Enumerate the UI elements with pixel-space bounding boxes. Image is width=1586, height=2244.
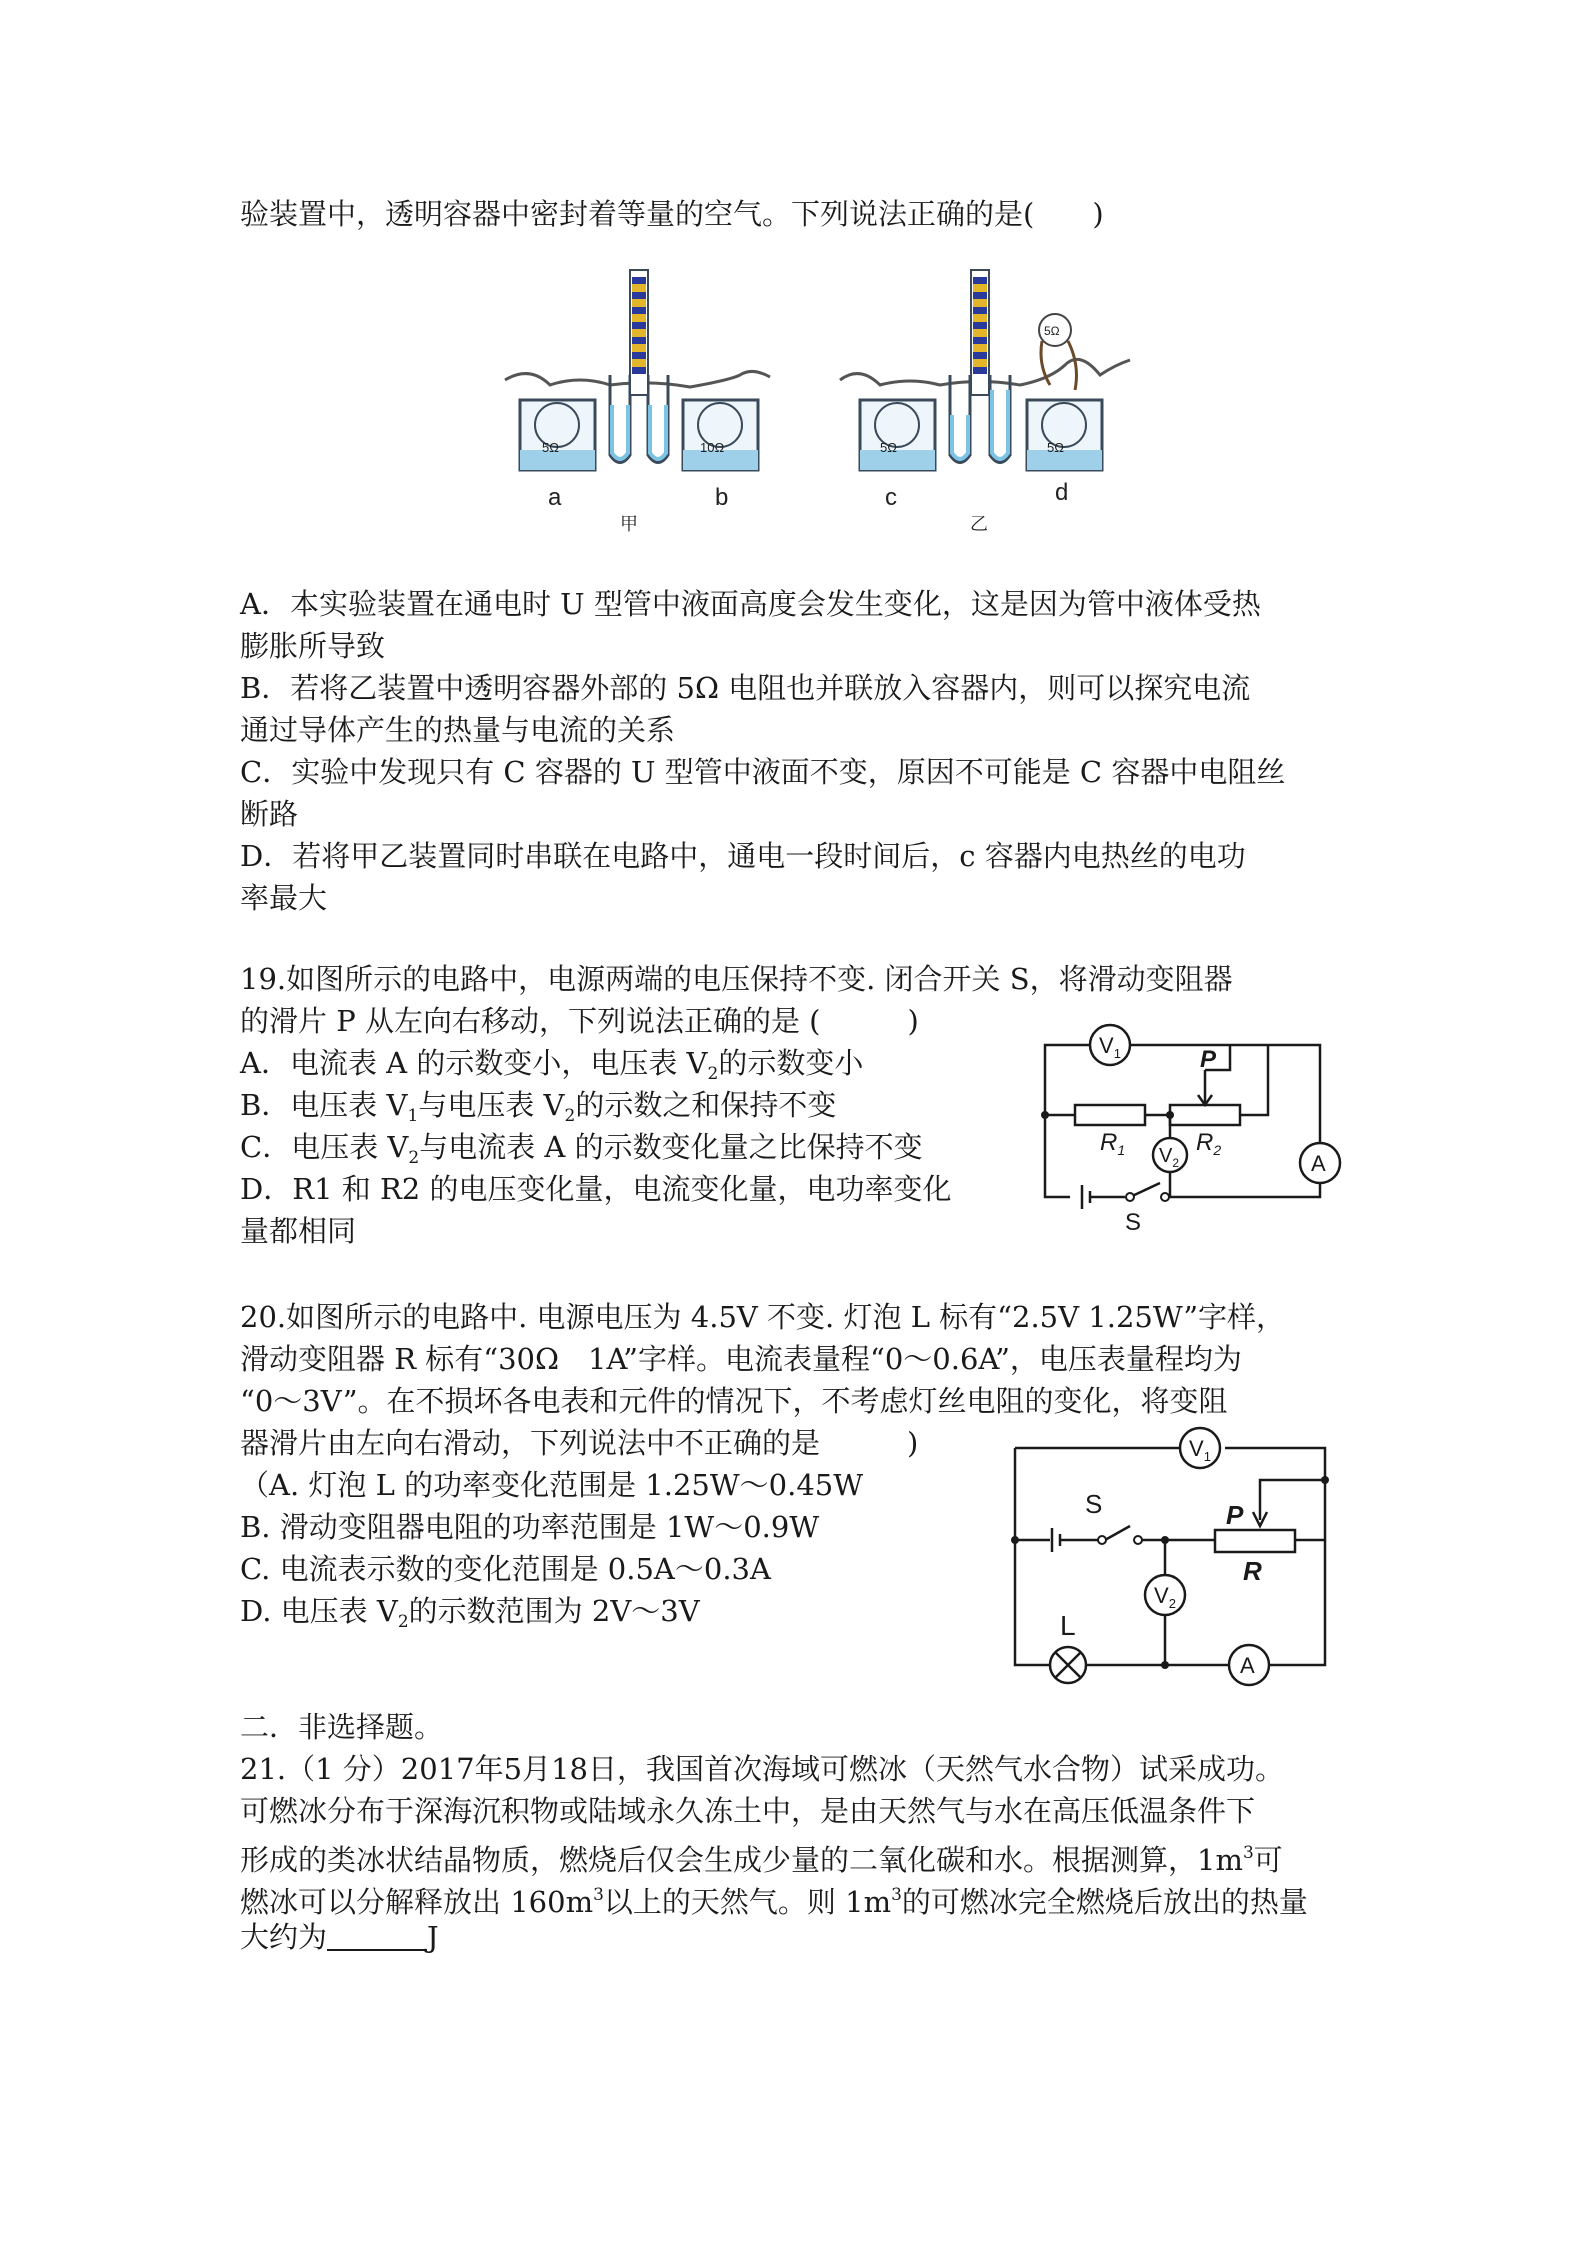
- q18-option-b-line1: B．若将乙装置中透明容器外部的 5Ω 电阻也并联放入容器内，则可以探究电流: [240, 671, 1251, 705]
- section-2-heading: 二．非选择题。: [240, 1710, 444, 1744]
- q19-option-d-line2: 量都相同: [240, 1214, 357, 1248]
- external-resistor-label: 5Ω: [1044, 324, 1060, 338]
- q18-option-b-line2: 通过导体产生的热量与电流的关系: [240, 713, 676, 747]
- label-c: c: [885, 484, 897, 511]
- q20-stem-line2: 滑动变阻器 R 标有“30Ω 1A”字样。电流表量程“0～0.6A”，电压表量程均为: [240, 1342, 1242, 1376]
- label-yi: 乙: [970, 514, 988, 534]
- q18-option-c-line2: 断路: [240, 797, 299, 831]
- label-b: b: [715, 484, 729, 511]
- q20-circuit-diagram: [1000, 1420, 1340, 1700]
- q18-stem: 验装置中，透明容器中密封着等量的空气。下列说法正确的是( ): [240, 197, 1104, 231]
- r2-label: $R_2$: [1196, 1129, 1222, 1158]
- label-a: a: [548, 484, 562, 511]
- q19-stem-line2: 的滑片 P 从左向右移动，下列说法正确的是 ( ): [240, 1004, 919, 1038]
- label-d: d: [1055, 479, 1069, 506]
- resistor-d-label: 5Ω: [1047, 440, 1064, 455]
- q18-option-d-line2: 率最大: [240, 881, 328, 915]
- q20-stem-line4: 器滑片由左向右滑动，下列说法中不正确的是 ): [240, 1426, 919, 1460]
- switch-s-label: S: [1085, 1489, 1103, 1519]
- q18-option-d-line1: D．若将甲乙装置同时串联在电路中，通电一段时间后，c 容器内电热丝的电功: [240, 839, 1246, 873]
- q20-option-b: B. 滑动变阻器电阻的功率范围是 1W～0.9W: [240, 1510, 820, 1544]
- q20-circuit-figure: [1000, 1420, 1340, 1700]
- slider-p-label: P: [1226, 1500, 1244, 1530]
- q19-option-b: B．电压表 $V_1$与电压表 $V_2$的示数之和保持不变: [240, 1088, 837, 1126]
- answer-blank[interactable]: [327, 1919, 427, 1951]
- q19-option-d-line1: D．R1 和 R2 的电压变化量，电流变化量，电功率变化: [240, 1172, 952, 1206]
- q19-circuit-figure: [1030, 1015, 1360, 1235]
- q20-option-d: D. 电压表 $V_2$的示数范围为 2V～3V: [240, 1594, 700, 1632]
- resistor-c-label: 5Ω: [880, 440, 897, 455]
- q20-stem-line3: “0～3V”。在不损坏各电表和元件的情况下，不考虑灯丝电阻的变化，将变阻: [240, 1384, 1228, 1418]
- q21-line3: 形成的类冰状结晶物质，燃烧后仅会生成少量的二氧化碳和水。根据测算，$1m^3$可: [240, 1843, 1283, 1877]
- q20-option-a: （A. 灯泡 L 的功率变化范围是 1.25W～0.45W: [240, 1468, 864, 1502]
- rheostat-r-label: R: [1243, 1556, 1262, 1586]
- q21-line5: 大约为 J: [240, 1920, 439, 1954]
- slider-p-label: P: [1200, 1046, 1217, 1073]
- q18-figure: [490, 265, 1150, 545]
- q21-line2: 可燃冰分布于深海沉积物或陆域永久冻土中，是由天然气与水在高压低温条件下: [240, 1794, 1256, 1828]
- r1-label: $R_1$: [1100, 1129, 1126, 1158]
- q21-line1: 21.（1 分）2017年5月18日，我国首次海域可燃冰（天然气水合物）试采成功。: [240, 1752, 1284, 1786]
- switch-s-label: S: [1125, 1209, 1142, 1235]
- lamp-l-label: L: [1060, 1610, 1076, 1641]
- joule-heating-apparatus-diagram: [490, 265, 1150, 545]
- q19-option-c: C．电压表 $V_2$与电流表 A 的示数变化量之比保持不变: [240, 1130, 923, 1168]
- v2-label: $V_2$: [1159, 1145, 1180, 1170]
- q19-circuit-diagram: [1030, 1015, 1360, 1235]
- ammeter-label: A: [1240, 1653, 1255, 1678]
- q19-option-a: A．电流表 A 的示数变小，电压表 $V_2$的示数变小: [240, 1046, 864, 1084]
- q18-option-a-line1: A．本实验装置在通电时 U 型管中液面高度会发生变化，这是因为管中液体受热: [240, 587, 1261, 621]
- resistor-5ohm-label: 5Ω: [542, 440, 559, 455]
- q18-option-c-line1: C．实验中发现只有 C 容器的 U 型管中液面不变，原因不可能是 C 容器中电阻丝: [240, 755, 1286, 789]
- q20-option-c: C. 电流表示数的变化范围是 0.5A～0.3A: [240, 1552, 771, 1586]
- q19-stem-line1: 19.如图所示的电路中，电源两端的电压保持不变. 闭合开关 S，将滑动变阻器: [240, 962, 1233, 996]
- v1-label: $V_1$: [1189, 1436, 1211, 1464]
- resistor-10ohm-label: 10Ω: [700, 440, 725, 455]
- q20-stem-line1: 20.如图所示的电路中. 电源电压为 4.5V 不变. 灯泡 L 标有“2.5V 1.25W”字样，: [240, 1300, 1286, 1334]
- v1-label: $V_1$: [1099, 1033, 1121, 1061]
- q21-line4: 燃冰可以分解释放出 $160m^3$以上的天然气。则 $1m^3$的可燃冰完全燃烧后放出的热量: [240, 1885, 1308, 1919]
- ammeter-label: A: [1311, 1151, 1326, 1176]
- q18-option-a-line2: 膨胀所导致: [240, 629, 386, 663]
- label-jia: 甲: [620, 514, 638, 534]
- v2-label: $V_2$: [1154, 1583, 1176, 1611]
